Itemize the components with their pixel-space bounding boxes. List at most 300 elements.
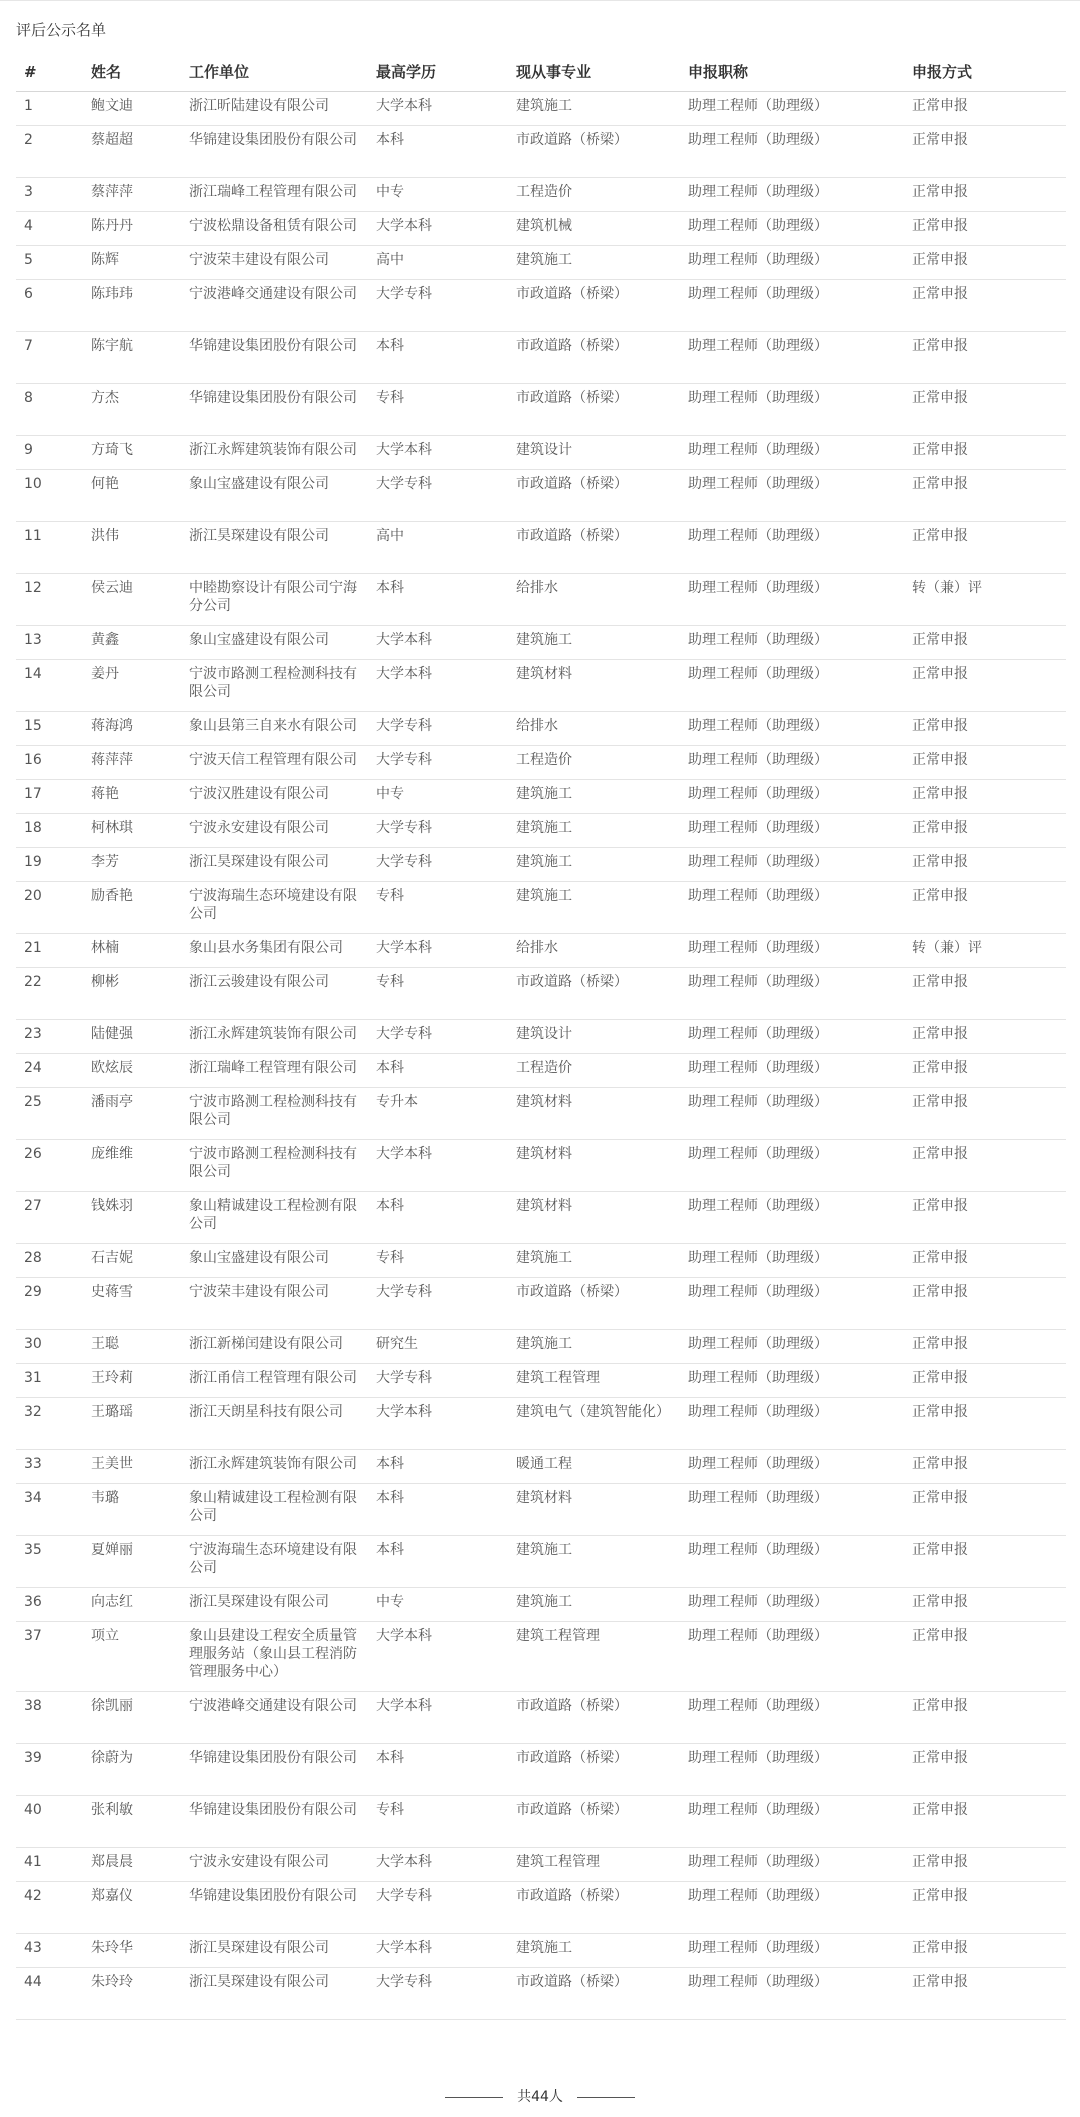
cell-index: 35 [16,1536,83,1588]
cell-index: 44 [16,1968,83,2020]
cell-specialty: 建筑施工 [508,626,680,660]
table-row [16,1796,1066,1848]
cell-title: 助理工程师（助理级） [680,574,904,626]
cell-index: 2 [16,126,83,178]
cell-employer: 宁波荣丰建设有限公司 [181,246,368,280]
cell-education: 大学专科 [368,1882,508,1934]
cell-employer: 象山县第三自来水有限公司 [181,712,368,746]
cell-title: 助理工程师（助理级） [680,1588,904,1622]
cell-specialty: 市政道路（桥梁） [508,1968,680,2020]
cell-method: 正常申报 [904,126,1066,178]
header-name: 姓名 [83,56,181,92]
cell-employer: 浙江昕陆建设有限公司 [181,92,368,126]
cell-name: 蒋艳 [83,780,181,814]
cell-method: 正常申报 [904,522,1066,574]
cell-education: 本科 [368,574,508,626]
cell-title: 助理工程师（助理级） [680,178,904,212]
cell-title: 助理工程师（助理级） [680,746,904,780]
table-row [16,1882,1066,1934]
cell-specialty: 市政道路（桥梁） [508,522,680,574]
cell-specialty: 建筑施工 [508,1536,680,1588]
cell-name: 王璐瑶 [83,1398,181,1450]
cell-education: 专科 [368,968,508,1020]
cell-specialty: 市政道路（桥梁） [508,332,680,384]
cell-name: 蔡萍萍 [83,178,181,212]
cell-specialty: 建筑机械 [508,212,680,246]
cell-index: 11 [16,522,83,574]
cell-name: 徐凯丽 [83,1692,181,1744]
cell-method: 正常申报 [904,1484,1066,1536]
cell-education: 大学专科 [368,1020,508,1054]
cell-title: 助理工程师（助理级） [680,1192,904,1244]
cell-specialty: 建筑施工 [508,1588,680,1622]
table-row [16,384,1066,436]
cell-employer: 宁波海瑞生态环境建设有限公司 [181,1536,368,1588]
table-row [16,780,1066,814]
cell-name: 李芳 [83,848,181,882]
cell-method: 正常申报 [904,814,1066,848]
top-divider [0,0,1080,1]
cell-method: 正常申报 [904,332,1066,384]
footer-left-line [445,2097,503,2098]
cell-employer: 宁波汉胜建设有限公司 [181,780,368,814]
cell-employer: 象山宝盛建设有限公司 [181,626,368,660]
cell-method: 正常申报 [904,246,1066,280]
cell-method: 正常申报 [904,1450,1066,1484]
cell-title: 助理工程师（助理级） [680,1450,904,1484]
table-row [16,574,1066,626]
total-count: 共44人 [517,2089,563,2105]
cell-name: 王美世 [83,1450,181,1484]
cell-index: 30 [16,1330,83,1364]
cell-method: 正常申报 [904,1744,1066,1796]
cell-employer: 宁波永安建设有限公司 [181,1848,368,1882]
cell-specialty: 建筑施工 [508,1934,680,1968]
cell-employer: 浙江永辉建筑装饰有限公司 [181,1020,368,1054]
cell-title: 助理工程师（助理级） [680,470,904,522]
cell-employer: 浙江昊琛建设有限公司 [181,1934,368,1968]
cell-index: 8 [16,384,83,436]
cell-index: 41 [16,1848,83,1882]
header-title: 申报职称 [680,56,904,92]
cell-specialty: 建筑材料 [508,1140,680,1192]
table-row [16,280,1066,332]
table-row [16,1020,1066,1054]
cell-index: 18 [16,814,83,848]
cell-education: 大学专科 [368,1968,508,2020]
cell-name: 徐蔚为 [83,1744,181,1796]
table-row [16,1192,1066,1244]
cell-employer: 象山精诚建设工程检测有限公司 [181,1192,368,1244]
cell-name: 石吉妮 [83,1244,181,1278]
table-row [16,848,1066,882]
cell-specialty: 工程造价 [508,746,680,780]
cell-name: 蒋海鸿 [83,712,181,746]
cell-education: 高中 [368,246,508,280]
cell-education: 本科 [368,1192,508,1244]
cell-education: 专科 [368,1244,508,1278]
cell-method: 正常申报 [904,1848,1066,1882]
cell-index: 34 [16,1484,83,1536]
cell-title: 助理工程师（助理级） [680,1796,904,1848]
cell-specialty: 市政道路（桥梁） [508,1796,680,1848]
cell-method: 正常申报 [904,1968,1066,2020]
table-row [16,1244,1066,1278]
cell-method: 正常申报 [904,1054,1066,1088]
cell-title: 助理工程师（助理级） [680,126,904,178]
table-row [16,1536,1066,1588]
cell-index: 9 [16,436,83,470]
cell-title: 助理工程师（助理级） [680,1968,904,2020]
cell-education: 中专 [368,1588,508,1622]
cell-method: 转（兼）评 [904,934,1066,968]
cell-index: 7 [16,332,83,384]
cell-method: 正常申报 [904,882,1066,934]
cell-index: 10 [16,470,83,522]
cell-specialty: 给排水 [508,574,680,626]
cell-name: 庞维维 [83,1140,181,1192]
cell-index: 37 [16,1622,83,1692]
roster-table [16,56,1066,2020]
cell-employer: 宁波天信工程管理有限公司 [181,746,368,780]
table-header-row [16,56,1066,92]
cell-employer: 宁波港峰交通建设有限公司 [181,1692,368,1744]
cell-specialty: 工程造价 [508,1054,680,1088]
cell-specialty: 建筑工程管理 [508,1364,680,1398]
cell-index: 4 [16,212,83,246]
cell-employer: 华锦建设集团股份有限公司 [181,384,368,436]
table-row [16,1364,1066,1398]
cell-education: 本科 [368,1484,508,1536]
cell-education: 大学专科 [368,470,508,522]
cell-index: 5 [16,246,83,280]
cell-education: 大学专科 [368,1364,508,1398]
cell-index: 31 [16,1364,83,1398]
cell-method: 正常申报 [904,1088,1066,1140]
table-row [16,246,1066,280]
cell-employer: 浙江永辉建筑装饰有限公司 [181,1450,368,1484]
cell-index: 28 [16,1244,83,1278]
cell-method: 正常申报 [904,780,1066,814]
table-row [16,1398,1066,1450]
cell-title: 助理工程师（助理级） [680,436,904,470]
cell-employer: 宁波港峰交通建设有限公司 [181,280,368,332]
cell-education: 大学专科 [368,280,508,332]
cell-education: 大学本科 [368,1848,508,1882]
cell-title: 助理工程师（助理级） [680,1020,904,1054]
cell-title: 助理工程师（助理级） [680,1364,904,1398]
cell-method: 正常申报 [904,1934,1066,1968]
cell-title: 助理工程师（助理级） [680,882,904,934]
cell-name: 何艳 [83,470,181,522]
cell-method: 正常申报 [904,1278,1066,1330]
cell-method: 正常申报 [904,660,1066,712]
cell-employer: 浙江永辉建筑装饰有限公司 [181,436,368,470]
header-method: 申报方式 [904,56,1066,92]
cell-education: 大学本科 [368,1692,508,1744]
cell-title: 助理工程师（助理级） [680,934,904,968]
table-row [16,212,1066,246]
cell-name: 陈辉 [83,246,181,280]
cell-employer: 浙江瑞峰工程管理有限公司 [181,178,368,212]
cell-title: 助理工程师（助理级） [680,1848,904,1882]
cell-title: 助理工程师（助理级） [680,1692,904,1744]
table-row [16,1330,1066,1364]
cell-employer: 华锦建设集团股份有限公司 [181,1744,368,1796]
cell-method: 正常申报 [904,1796,1066,1848]
cell-index: 24 [16,1054,83,1088]
cell-index: 42 [16,1882,83,1934]
cell-index: 15 [16,712,83,746]
cell-education: 大学本科 [368,1622,508,1692]
cell-employer: 华锦建设集团股份有限公司 [181,1796,368,1848]
cell-employer: 宁波市路测工程检测科技有限公司 [181,1140,368,1192]
table-row [16,1484,1066,1536]
cell-title: 助理工程师（助理级） [680,1244,904,1278]
cell-title: 助理工程师（助理级） [680,1484,904,1536]
cell-method: 正常申报 [904,1244,1066,1278]
cell-education: 大学本科 [368,660,508,712]
cell-index: 12 [16,574,83,626]
page-title: 评后公示名单 [16,21,107,39]
table-row [16,1744,1066,1796]
cell-index: 36 [16,1588,83,1622]
cell-employer: 浙江甬信工程管理有限公司 [181,1364,368,1398]
cell-employer: 浙江天朗星科技有限公司 [181,1398,368,1450]
table-row [16,1088,1066,1140]
cell-method: 正常申报 [904,1398,1066,1450]
cell-index: 38 [16,1692,83,1744]
cell-employer: 中睦勘察设计有限公司宁海分公司 [181,574,368,626]
cell-index: 27 [16,1192,83,1244]
cell-specialty: 市政道路（桥梁） [508,470,680,522]
cell-name: 韦璐 [83,1484,181,1536]
cell-education: 大学本科 [368,92,508,126]
cell-education: 专科 [368,384,508,436]
cell-method: 正常申报 [904,968,1066,1020]
cell-index: 40 [16,1796,83,1848]
cell-title: 助理工程师（助理级） [680,626,904,660]
cell-title: 助理工程师（助理级） [680,712,904,746]
cell-education: 专科 [368,882,508,934]
cell-specialty: 建筑材料 [508,1088,680,1140]
cell-method: 正常申报 [904,178,1066,212]
table-row [16,1054,1066,1088]
cell-specialty: 建筑设计 [508,1020,680,1054]
cell-index: 3 [16,178,83,212]
cell-name: 洪伟 [83,522,181,574]
cell-method: 正常申报 [904,1536,1066,1588]
cell-name: 励香艳 [83,882,181,934]
table-body [16,92,1066,2020]
cell-specialty: 建筑施工 [508,882,680,934]
cell-index: 13 [16,626,83,660]
cell-name: 柳彬 [83,968,181,1020]
cell-index: 26 [16,1140,83,1192]
cell-specialty: 建筑设计 [508,436,680,470]
cell-specialty: 建筑施工 [508,848,680,882]
cell-method: 正常申报 [904,92,1066,126]
cell-specialty: 建筑工程管理 [508,1622,680,1692]
cell-title: 助理工程师（助理级） [680,1140,904,1192]
cell-education: 本科 [368,1450,508,1484]
table-row [16,1450,1066,1484]
cell-education: 本科 [368,126,508,178]
cell-name: 蒋萍萍 [83,746,181,780]
cell-name: 方杰 [83,384,181,436]
cell-method: 正常申报 [904,1140,1066,1192]
cell-education: 本科 [368,1744,508,1796]
cell-employer: 宁波市路测工程检测科技有限公司 [181,1088,368,1140]
cell-index: 25 [16,1088,83,1140]
cell-method: 正常申报 [904,1692,1066,1744]
table-row [16,1848,1066,1882]
cell-title: 助理工程师（助理级） [680,246,904,280]
cell-employer: 华锦建设集团股份有限公司 [181,1882,368,1934]
cell-education: 本科 [368,1536,508,1588]
cell-name: 姜丹 [83,660,181,712]
cell-title: 助理工程师（助理级） [680,92,904,126]
cell-employer: 浙江新梯闰建设有限公司 [181,1330,368,1364]
header-education: 最高学历 [368,56,508,92]
cell-index: 14 [16,660,83,712]
cell-method: 正常申报 [904,470,1066,522]
cell-name: 王聪 [83,1330,181,1364]
cell-index: 29 [16,1278,83,1330]
cell-title: 助理工程师（助理级） [680,968,904,1020]
cell-name: 向志红 [83,1588,181,1622]
cell-specialty: 建筑施工 [508,246,680,280]
cell-employer: 浙江昊琛建设有限公司 [181,848,368,882]
cell-method: 正常申报 [904,436,1066,470]
cell-name: 项立 [83,1622,181,1692]
cell-method: 转（兼）评 [904,574,1066,626]
cell-title: 助理工程师（助理级） [680,1882,904,1934]
cell-specialty: 给排水 [508,712,680,746]
cell-title: 助理工程师（助理级） [680,780,904,814]
cell-education: 大学本科 [368,1140,508,1192]
table-row [16,1588,1066,1622]
cell-index: 32 [16,1398,83,1450]
footer [0,2086,1080,2108]
cell-index: 17 [16,780,83,814]
cell-specialty: 市政道路（桥梁） [508,1744,680,1796]
cell-title: 助理工程师（助理级） [680,1278,904,1330]
cell-index: 22 [16,968,83,1020]
table-row [16,660,1066,712]
cell-index: 39 [16,1744,83,1796]
cell-name: 张利敏 [83,1796,181,1848]
cell-name: 林楠 [83,934,181,968]
table-row [16,126,1066,178]
cell-method: 正常申报 [904,1192,1066,1244]
cell-employer: 象山县建设工程安全质量管理服务站（象山县工程消防管理服务中心） [181,1622,368,1692]
table-row [16,470,1066,522]
table-row [16,436,1066,470]
cell-name: 陈丹丹 [83,212,181,246]
table-row [16,968,1066,1020]
table-row [16,178,1066,212]
cell-employer: 象山宝盛建设有限公司 [181,1244,368,1278]
cell-method: 正常申报 [904,1622,1066,1692]
cell-employer: 华锦建设集团股份有限公司 [181,126,368,178]
cell-method: 正常申报 [904,212,1066,246]
cell-education: 专升本 [368,1088,508,1140]
table-row [16,882,1066,934]
cell-specialty: 建筑施工 [508,92,680,126]
cell-employer: 浙江瑞峰工程管理有限公司 [181,1054,368,1088]
cell-name: 夏婵丽 [83,1536,181,1588]
cell-title: 助理工程师（助理级） [680,1934,904,1968]
cell-name: 陆健强 [83,1020,181,1054]
table-row [16,712,1066,746]
cell-employer: 象山精诚建设工程检测有限公司 [181,1484,368,1536]
cell-specialty: 建筑电气（建筑智能化） [508,1398,680,1450]
cell-education: 中专 [368,178,508,212]
cell-method: 正常申报 [904,712,1066,746]
cell-index: 23 [16,1020,83,1054]
cell-education: 大学本科 [368,626,508,660]
cell-name: 郑晨晨 [83,1848,181,1882]
cell-title: 助理工程师（助理级） [680,660,904,712]
cell-education: 研究生 [368,1330,508,1364]
cell-education: 大学专科 [368,712,508,746]
cell-name: 柯林琪 [83,814,181,848]
cell-index: 33 [16,1450,83,1484]
cell-employer: 宁波市路测工程检测科技有限公司 [181,660,368,712]
cell-index: 6 [16,280,83,332]
cell-title: 助理工程师（助理级） [680,212,904,246]
table-row [16,934,1066,968]
cell-index: 16 [16,746,83,780]
cell-title: 助理工程师（助理级） [680,280,904,332]
cell-name: 鲍文迪 [83,92,181,126]
cell-index: 19 [16,848,83,882]
cell-name: 郑嘉仪 [83,1882,181,1934]
cell-name: 侯云迪 [83,574,181,626]
cell-index: 1 [16,92,83,126]
cell-name: 朱玲玲 [83,1968,181,2020]
cell-employer: 浙江昊琛建设有限公司 [181,1968,368,2020]
cell-method: 正常申报 [904,280,1066,332]
cell-education: 大学专科 [368,814,508,848]
cell-method: 正常申报 [904,384,1066,436]
cell-method: 正常申报 [904,1364,1066,1398]
cell-employer: 浙江昊琛建设有限公司 [181,522,368,574]
cell-title: 助理工程师（助理级） [680,1536,904,1588]
table-row [16,1692,1066,1744]
table-row [16,332,1066,384]
cell-specialty: 建筑材料 [508,1484,680,1536]
cell-title: 助理工程师（助理级） [680,848,904,882]
cell-title: 助理工程师（助理级） [680,332,904,384]
cell-employer: 浙江云骏建设有限公司 [181,968,368,1020]
table-row [16,814,1066,848]
cell-method: 正常申报 [904,1588,1066,1622]
cell-method: 正常申报 [904,1330,1066,1364]
cell-title: 助理工程师（助理级） [680,1622,904,1692]
footer-right-line [577,2097,635,2098]
cell-method: 正常申报 [904,1020,1066,1054]
cell-method: 正常申报 [904,848,1066,882]
cell-specialty: 建筑施工 [508,1244,680,1278]
cell-title: 助理工程师（助理级） [680,1744,904,1796]
cell-education: 大学本科 [368,1398,508,1450]
cell-specialty: 市政道路（桥梁） [508,384,680,436]
cell-title: 助理工程师（助理级） [680,1398,904,1450]
cell-specialty: 暖通工程 [508,1450,680,1484]
cell-title: 助理工程师（助理级） [680,522,904,574]
